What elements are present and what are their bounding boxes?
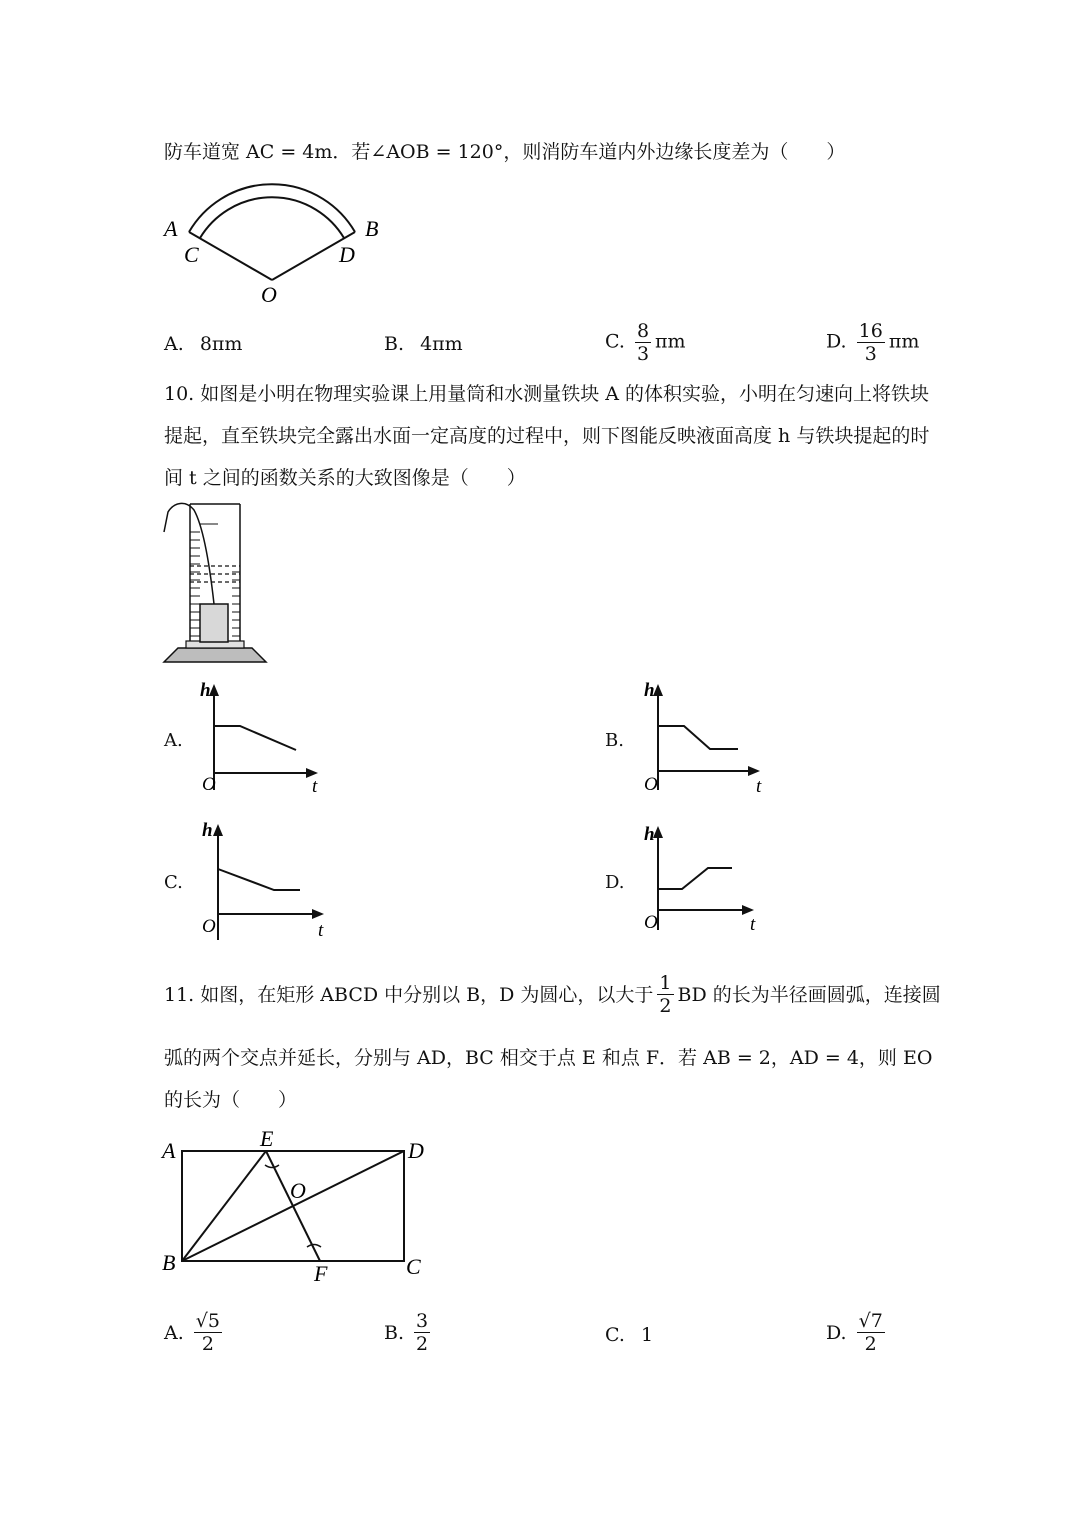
q9-option-b[interactable] [384, 332, 463, 356]
option-letter: D. [826, 1321, 847, 1344]
axis-label-h: h [644, 824, 655, 845]
cylinder-base [164, 648, 266, 662]
fraction-half: $\frac{1}{2}$ [659, 972, 672, 1017]
option-letter: C. [605, 1324, 625, 1346]
segment-be [182, 1151, 266, 1261]
outer-arc [189, 184, 355, 232]
origin-label: O [644, 774, 658, 795]
q9-option-a[interactable] [164, 332, 242, 356]
y-arrow [213, 824, 223, 836]
origin-label: O [202, 916, 216, 937]
x-arrow [312, 909, 324, 919]
option-text: 8πm [199, 333, 243, 355]
axis-label-h: h [644, 680, 655, 701]
iron-block [200, 604, 228, 642]
label-f: F [314, 1261, 328, 1286]
label-e: E [260, 1126, 274, 1151]
axis-label-t: t [756, 776, 762, 797]
q11-rectangle-figure [160, 1126, 440, 1286]
label-d: D [408, 1138, 424, 1163]
q10-line-3: 间 t 之间的函数关系的大致图像是（ ） [164, 467, 526, 489]
q9-sector-figure [160, 170, 400, 310]
label-d: D [339, 242, 355, 267]
q11-line-1 [164, 972, 941, 1017]
q9-stem-tail: 防车道宽 AC = 4m．若∠AOB = 120°，则消防车道内外边缘长度差为（ ） [164, 141, 846, 163]
fraction: $\frac{3}{2}$ [416, 1310, 429, 1355]
option-letter: D. [826, 330, 847, 353]
axis-label-h: h [202, 820, 213, 841]
origin-label: O [644, 912, 658, 933]
q11-line-3: 的长为（ ） [164, 1089, 298, 1111]
axis-label-t: t [750, 914, 756, 935]
q11-line-1-pre: 11. 如图，在矩形 ABCD 中分别以 B，D 为圆心，以大于 [164, 983, 654, 1006]
axis-label-t: t [312, 776, 318, 797]
option-text: 4πm [420, 333, 463, 355]
label-a: A [162, 1138, 176, 1163]
option-letter: A. [164, 1321, 184, 1344]
option-text: πm [655, 330, 686, 353]
q10-option-c-letter[interactable]: C. [164, 872, 183, 893]
label-b: B [365, 216, 379, 241]
q11-option-c[interactable] [605, 1323, 653, 1347]
fraction: $\frac{8}{3}$ [636, 320, 650, 365]
inner-arc [200, 197, 344, 238]
fraction: $\frac{16}{3}$ [858, 320, 883, 365]
option-letter: B. [384, 1321, 405, 1344]
option-letter: B. [384, 333, 405, 355]
axis-label-t: t [318, 920, 324, 941]
option-letter: A. [164, 333, 184, 355]
string [164, 503, 214, 604]
origin-label: O [202, 774, 216, 795]
label-c: C [406, 1254, 421, 1279]
q10-graph-a[interactable] [196, 680, 326, 800]
fraction: $\frac{√5}{2}$ [195, 1310, 220, 1355]
graph-curve [658, 868, 732, 889]
q10-option-b-letter[interactable]: B. [605, 730, 624, 751]
label-o: O [290, 1178, 306, 1203]
graph-curve [658, 726, 738, 749]
option-text: πm [888, 330, 920, 353]
cylinder-figure [160, 498, 272, 668]
option-letter: C. [605, 330, 625, 353]
q10-graph-d[interactable] [640, 822, 770, 942]
q11-option-b[interactable] [384, 1310, 434, 1355]
q10-line-1: 10. 如图是小明在物理实验课上用量筒和水测量铁块 A 的体积实验，小明在匀速向上将铁块 [164, 383, 930, 405]
graph-curve [214, 726, 296, 750]
q9-option-c[interactable] [605, 320, 686, 365]
q10-graph-c[interactable] [196, 818, 331, 943]
fraction: $\frac{√7}{2}$ [858, 1310, 883, 1355]
label-b: B [162, 1250, 176, 1275]
label-o: O [261, 282, 277, 307]
axis-label-h: h [200, 680, 211, 701]
q11-option-d[interactable] [826, 1310, 889, 1355]
q11-line-1-post: BD 的长为半径画圆弧，连接圆 [677, 983, 941, 1006]
q9-option-d[interactable] [826, 320, 919, 365]
label-a: A [164, 216, 178, 241]
x-arrow [748, 766, 760, 776]
option-text: 1 [640, 1324, 654, 1346]
graph-curve [218, 869, 300, 890]
q10-line-2: 提起，直至铁块完全露出水面一定高度的过程中，则下图能反映液面高度 h 与铁块提起的时 [164, 425, 930, 447]
label-c: C [184, 242, 199, 267]
q10-graph-b[interactable] [640, 680, 770, 800]
q10-option-d-letter[interactable]: D. [605, 872, 625, 893]
q10-option-a-letter[interactable]: A. [164, 730, 183, 751]
q11-line-2: 弧的两个交点并延长，分别与 AD，BC 相交于点 E 和点 F．若 AB = 2，AD = 4，则 EO [164, 1047, 933, 1069]
q11-option-a[interactable] [164, 1310, 226, 1355]
segment-ao [189, 232, 272, 280]
